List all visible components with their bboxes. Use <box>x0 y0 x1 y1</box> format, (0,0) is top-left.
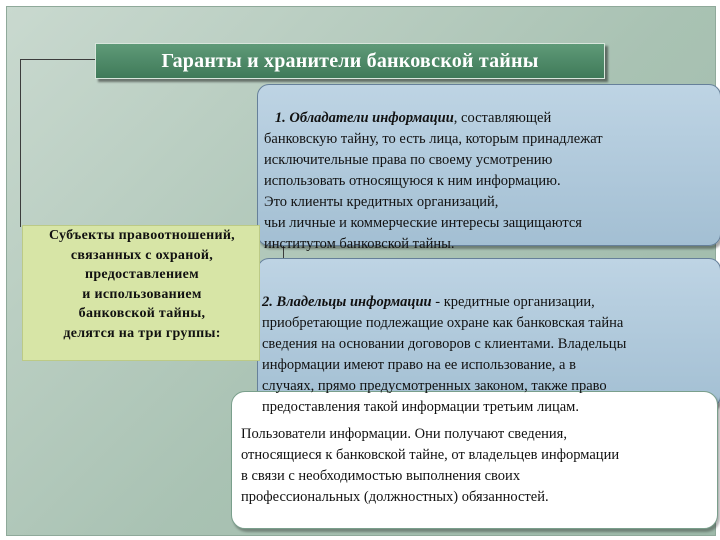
group-users-text <box>241 403 715 508</box>
title-banner <box>95 43 605 79</box>
group-holders-body: - кредитные организации, приобретающие подлежащие охране как банковская тайна сведения на основании договоров с клиентами. Владельцы информации имеют право на ее использование, а в случаях, прямо предусмотренных законом, также право предоставления такой информации третьим лицам. <box>262 294 627 415</box>
group-owners-body: , составляющей банковскую тайну, то есть лица, которым принадлежат исключительные права по своему усмотрению использовать относящуюся к ним информацию. Это клиенты кредитных организаций, чьи личные и коммерческие интересы защищаются институтом банковской тайны. <box>264 110 603 252</box>
group-holders-text <box>262 271 716 418</box>
page-title: Гаранты и хранители банковской тайны <box>161 49 539 72</box>
group-owners-lead: 1. Обладатели информации <box>274 110 454 126</box>
connector-left-vertical <box>20 59 21 227</box>
group-users-body: Пользователи информации. Они получают сведения, относящиеся к банковской тайне, от владельцев информации в связи с необходимостью выполнения своих профессиональных (должностных) обязанностей. <box>241 426 620 505</box>
connector-title-horizontal <box>20 59 96 60</box>
subjects-text: Субъекты правоотношений, связанных с охраной, предоставлением и использованием банковской тайны, делятся на три группы: <box>49 228 235 341</box>
group-holders-lead: 2. Владельцы информации <box>262 294 432 310</box>
group-owners-text <box>264 87 716 255</box>
